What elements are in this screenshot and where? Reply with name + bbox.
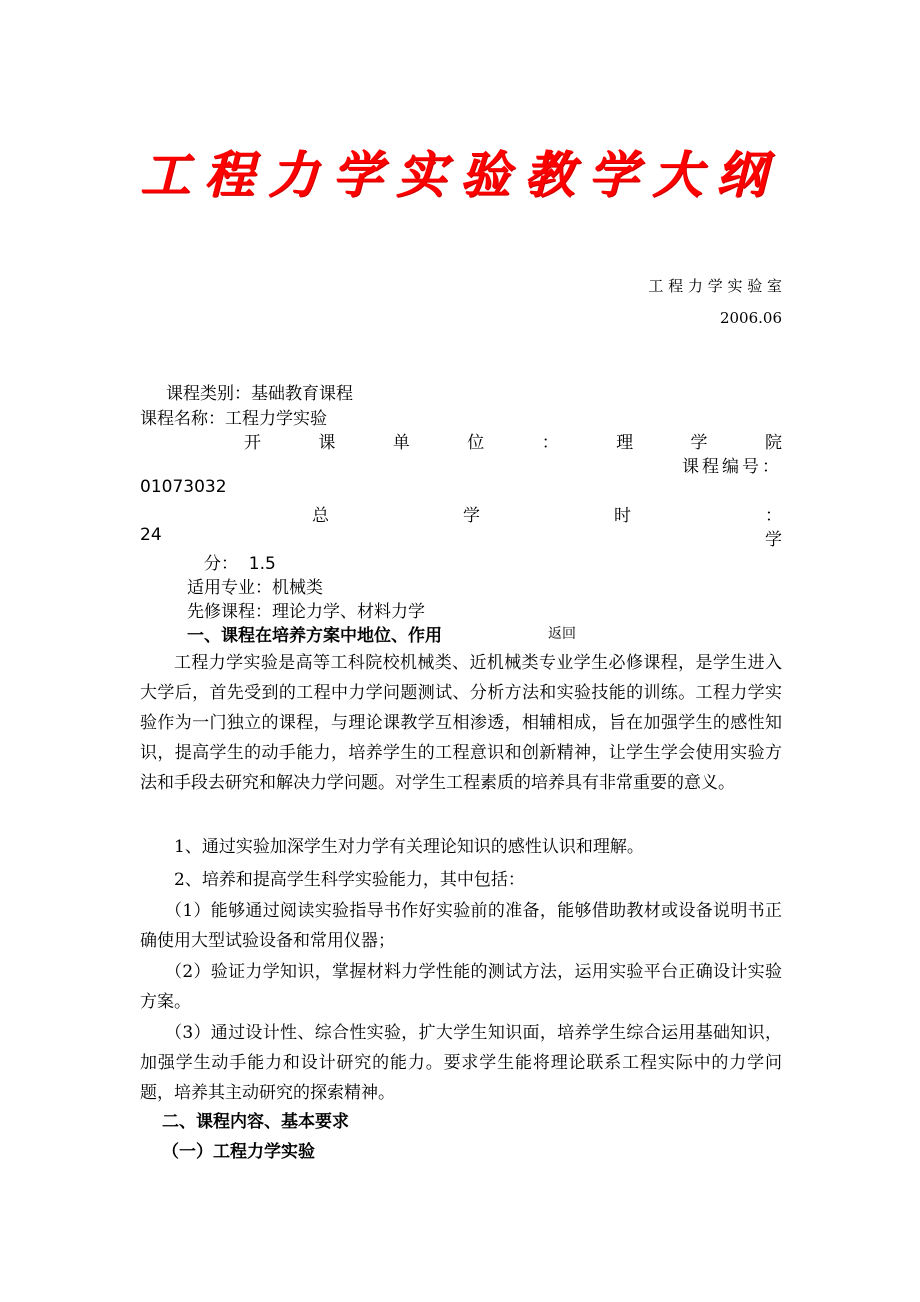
subsection-title: （一）工程力学实验 <box>162 1142 315 1162</box>
course-unit-row <box>244 428 782 453</box>
prerequisites: 先修课程：理论力学、材料力学 <box>187 602 425 622</box>
objective-2-item-2: （2）验证力学知识，掌握材料力学性能的测试方法，运用实验平台正确设计实验方案。 <box>140 962 782 1012</box>
unit-char: 位 <box>467 433 485 453</box>
credit-value: 分： 1.5 <box>204 554 276 574</box>
hours-char: 时 <box>614 506 631 526</box>
unit-char: 单 <box>392 433 410 453</box>
section-2-title: 二、课程内容、基本要求 <box>162 1112 349 1132</box>
unit-char: ： <box>541 433 559 453</box>
unit-char: 理 <box>616 433 634 453</box>
document-title: 工程力学实验教学大纲 <box>140 145 780 204</box>
applicable-majors: 适用专业：机械类 <box>187 578 323 598</box>
objective-2-item-1: （1）能够通过阅读实验指导书作好实验前的准备，能够借助教材或设备说明书正确使用大型试验设备和常用仪器； <box>140 901 782 951</box>
credit-head: 学 <box>765 530 782 550</box>
hours-char: 总 <box>312 506 329 526</box>
unit-char: 开 <box>244 433 261 453</box>
hours-char: 学 <box>463 506 480 526</box>
unit-char: 学 <box>690 433 708 453</box>
intro-paragraph: 工程力学实验是高等工科院校机械类、近机械类专业学生必修课程，是学生进入大学后，首先受到的工程中力学问题测试、分析方法和实验技能的训练。工程力学实验作为一门独立的课程，与理论课教学互相渗透，相辅相成，旨在加强学生的感性知识，提高学生的动手能力，培养学生的工程意识和创新精神，让学生学会使用实验方法和手段去研究和解决力学问题。对学生工程素质的培养具有非常重要的意义。 <box>140 653 782 793</box>
course-category: 课程类别：基础教育课程 <box>166 384 353 404</box>
unit-char: 院 <box>764 433 782 453</box>
hours-char: ： <box>765 506 782 526</box>
back-link[interactable]: 返回 <box>548 626 576 642</box>
course-code-label: 课程编号： <box>682 457 782 477</box>
course-code: 01073032 <box>140 477 227 497</box>
section-1-title: 一、课程在培养方案中地位、作用 <box>187 626 442 646</box>
hours-value: 24 <box>140 525 162 545</box>
org-name: 工 程 力 学 实 验 室 <box>648 277 782 295</box>
objective-2: 2、培养和提高学生科学实验能力，其中包括： <box>174 870 525 890</box>
doc-date: 2006.06 <box>719 309 782 327</box>
unit-char: 课 <box>318 433 336 453</box>
total-hours-row <box>312 501 782 526</box>
course-name: 课程名称：工程力学实验 <box>140 409 327 429</box>
objective-1: 1、通过实验加深学生对力学有关理论知识的感性认识和理解。 <box>174 837 644 857</box>
objective-2-item-3: （3）通过设计性、综合性实验，扩大学生知识面，培养学生综合运用基础知识，加强学生动手能力和设计研究的能力。要求学生能将理论联系工程实际中的力学问题，培养其主动研究的探索精神。 <box>140 1023 782 1103</box>
